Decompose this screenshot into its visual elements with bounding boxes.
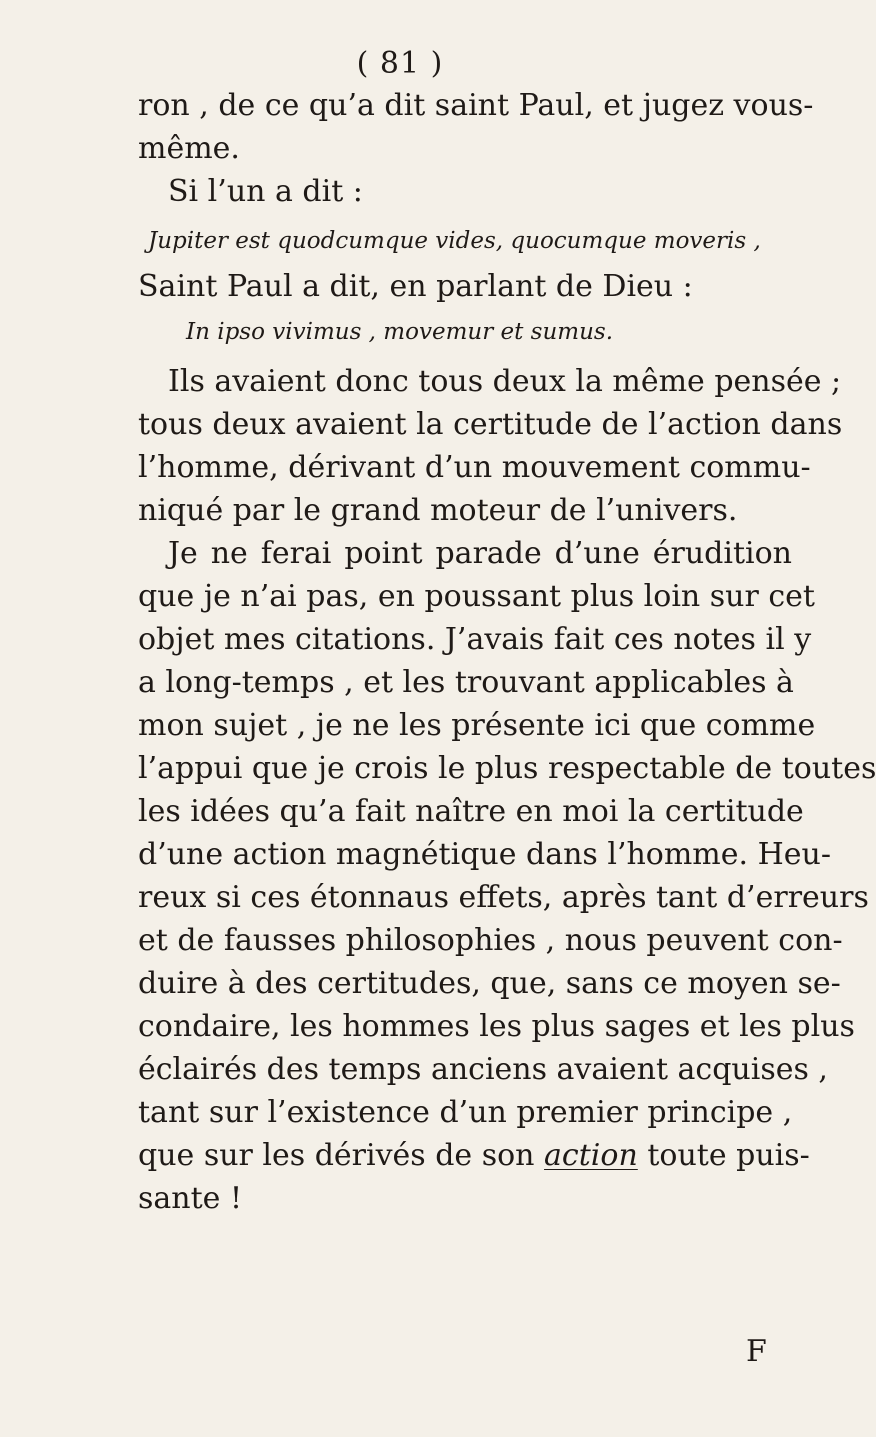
quote-line: Jupiter est quodcumque vides, quocumque moveris , [148,228,761,254]
text-line [138,1134,810,1177]
text-line: que je n’ai pas, en poussant plus loin sur cet [138,579,815,614]
page-number: ( 81 ) [356,46,444,81]
text-line: même. [138,131,240,166]
text-line: niqué par le grand moteur de l’univers. [138,493,738,528]
text-line: et de fausses philosophies , nous peuvent con- [138,923,843,958]
text-line: reux si ces étonnaus effets, après tant d’erreurs [138,880,869,915]
spacer [138,213,792,221]
text-line: sante ! [138,1181,243,1216]
text-line: tous deux avaient la certitude de l’action dans [138,407,843,442]
text-line: l’homme, dérivant d’un mouvement commu- [138,450,811,485]
page-signature: F [746,1334,767,1369]
text-line: a long-temps , et les trouvant applicables à [138,665,794,700]
text-fragment: que sur les dérivés de son [138,1138,535,1173]
spacer [138,352,792,360]
text-fragment: toute puis- [647,1138,810,1173]
emphasized-word: action [544,1138,638,1173]
text-line: ron , de ce qu’a dit saint Paul, et jugez vous- [138,88,814,123]
text-line: Si l’un a dit : [168,174,363,209]
quote-line: In ipso vivimus , movemur et sumus. [186,319,614,345]
text-line: d’une action magnétique dans l’homme. Heu- [138,837,831,872]
text-line: objet mes citations. J’avais fait ces notes il y [138,622,812,657]
text-line: Ils avaient donc tous deux la même pensée ; [168,364,842,399]
text-line: l’appui que je crois le plus respectable de toutes [138,751,876,786]
text-line: duire à des certitudes, que, sans ce moyen se- [138,966,841,1001]
text-line: éclairés des temps anciens avaient acquises , [138,1052,828,1087]
text-line: Saint Paul a dit, en parlant de Dieu : [138,269,693,304]
text-line: mon sujet , je ne les présente ici que comme [138,708,816,743]
text-line: les idées qu’a fait naître en moi la certitude [138,794,804,829]
text-line: tant sur l’existence d’un premier principe , [138,1095,793,1130]
text-line: condaire, les hommes les plus sages et les plus [138,1009,855,1044]
text-line: Je ne ferai point parade d’une érudition [168,536,792,571]
page-text [138,84,876,1220]
